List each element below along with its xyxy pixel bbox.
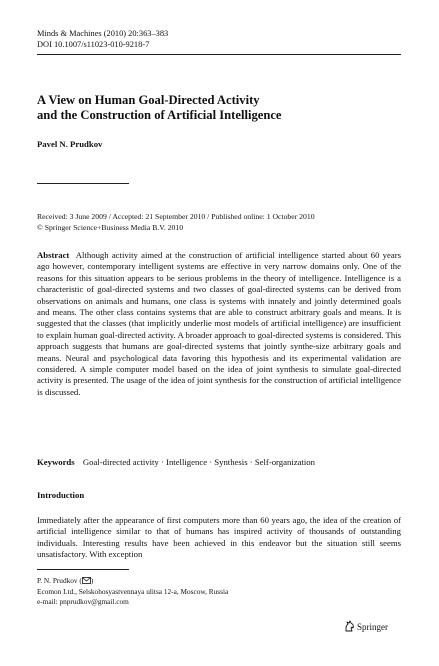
author-footnote: P. N. Prudkov ( ) Ecomon Ltd., Selskohosyastvennaya ulitsa 12-a, Moscow, Russia e-mail: pnprudkov@gmail.com [37, 576, 229, 606]
footnote-author-name: P. N. Prudkov [37, 576, 78, 585]
meta-divider [37, 183, 129, 184]
abstract-heading: Abstract [37, 250, 70, 260]
article-title [37, 93, 401, 122]
introduction-text: Immediately after the appearance of first computers more than 60 years ago, the idea of the creation of artificial intelligence similar to that of humans has inspired activity of thousands of outstanding individuals. Interesting results have been achieved in this endeavor but the situation still seems unsatisfactory. With exception [37, 515, 401, 560]
journal-doi: DOI 10.1007/s11023-010-9218-7 [37, 40, 150, 49]
header-divider [37, 54, 401, 55]
keywords-block [37, 457, 401, 467]
keywords-text: Goal-directed activity · Intelligence · Synthesis · Self-organization [82, 457, 315, 467]
springer-knight-icon [344, 620, 355, 634]
footnote-email: e-mail: pnprudkov@gmail.com [37, 597, 129, 606]
publisher-logo [344, 620, 388, 634]
copyright-notice: © Springer Science+Business Media B.V. 2010 [37, 222, 184, 232]
footnote-divider [37, 569, 129, 570]
abstract-block [37, 250, 401, 398]
title-line-1: A View on Human Goal-Directed Activity [37, 93, 260, 107]
envelope-icon [82, 577, 91, 587]
section-heading-introduction: Introduction [37, 490, 85, 500]
keywords-heading: Keywords [37, 457, 75, 467]
journal-header [37, 28, 168, 50]
publication-dates: Received: 3 June 2009 / Accepted: 21 September 2010 / Published online: 1 October 2010 [37, 212, 315, 221]
title-line-2: and the Construction of Artificial Intelligence [37, 107, 282, 122]
article-meta [37, 212, 401, 233]
abstract-text: Although activity aimed at the construction of artificial intelligence started about 60 years ago however, contemporary intelligent systems are effective in very narrow domains only. One of the reasons for this situation appears to be serious problems in the theory of intelligence. Intelligence is a characteristic of goal-directed systems and two classes of goal-directed systems can be derived from observations on animals and humans, one class is systems with innately and jointly determined goals and means. The other class contains systems that are able to construct arbitrary goals and means. It is suggested that the classes (that implicitly underlie most models of artificial intelligence) are insufficient to explain human goal-directed activity. A broader approach to goal-directed systems is considered. This approach suggests that humans are goal-directed systems that jointly synthe-size arbitrary goals and means. Neural and psychological data favoring this hypothesis and its experimental validation are considered. A simple computer model based on the idea of joint synthesis to simulate goal-directed activity is presented. The usage of the idea of joint synthesis for the construction of artificial intelligence is discussed. [37, 250, 402, 397]
author-name: Pavel N. Prudkov [37, 139, 103, 149]
footnote-affiliation: Ecomon Ltd., Selskohosyastvennaya ulitsa 12-a, Moscow, Russia [37, 587, 229, 596]
journal-citation: Minds & Machines (2010) 20:363–383 [37, 29, 169, 38]
publisher-name: Springer [357, 622, 388, 632]
